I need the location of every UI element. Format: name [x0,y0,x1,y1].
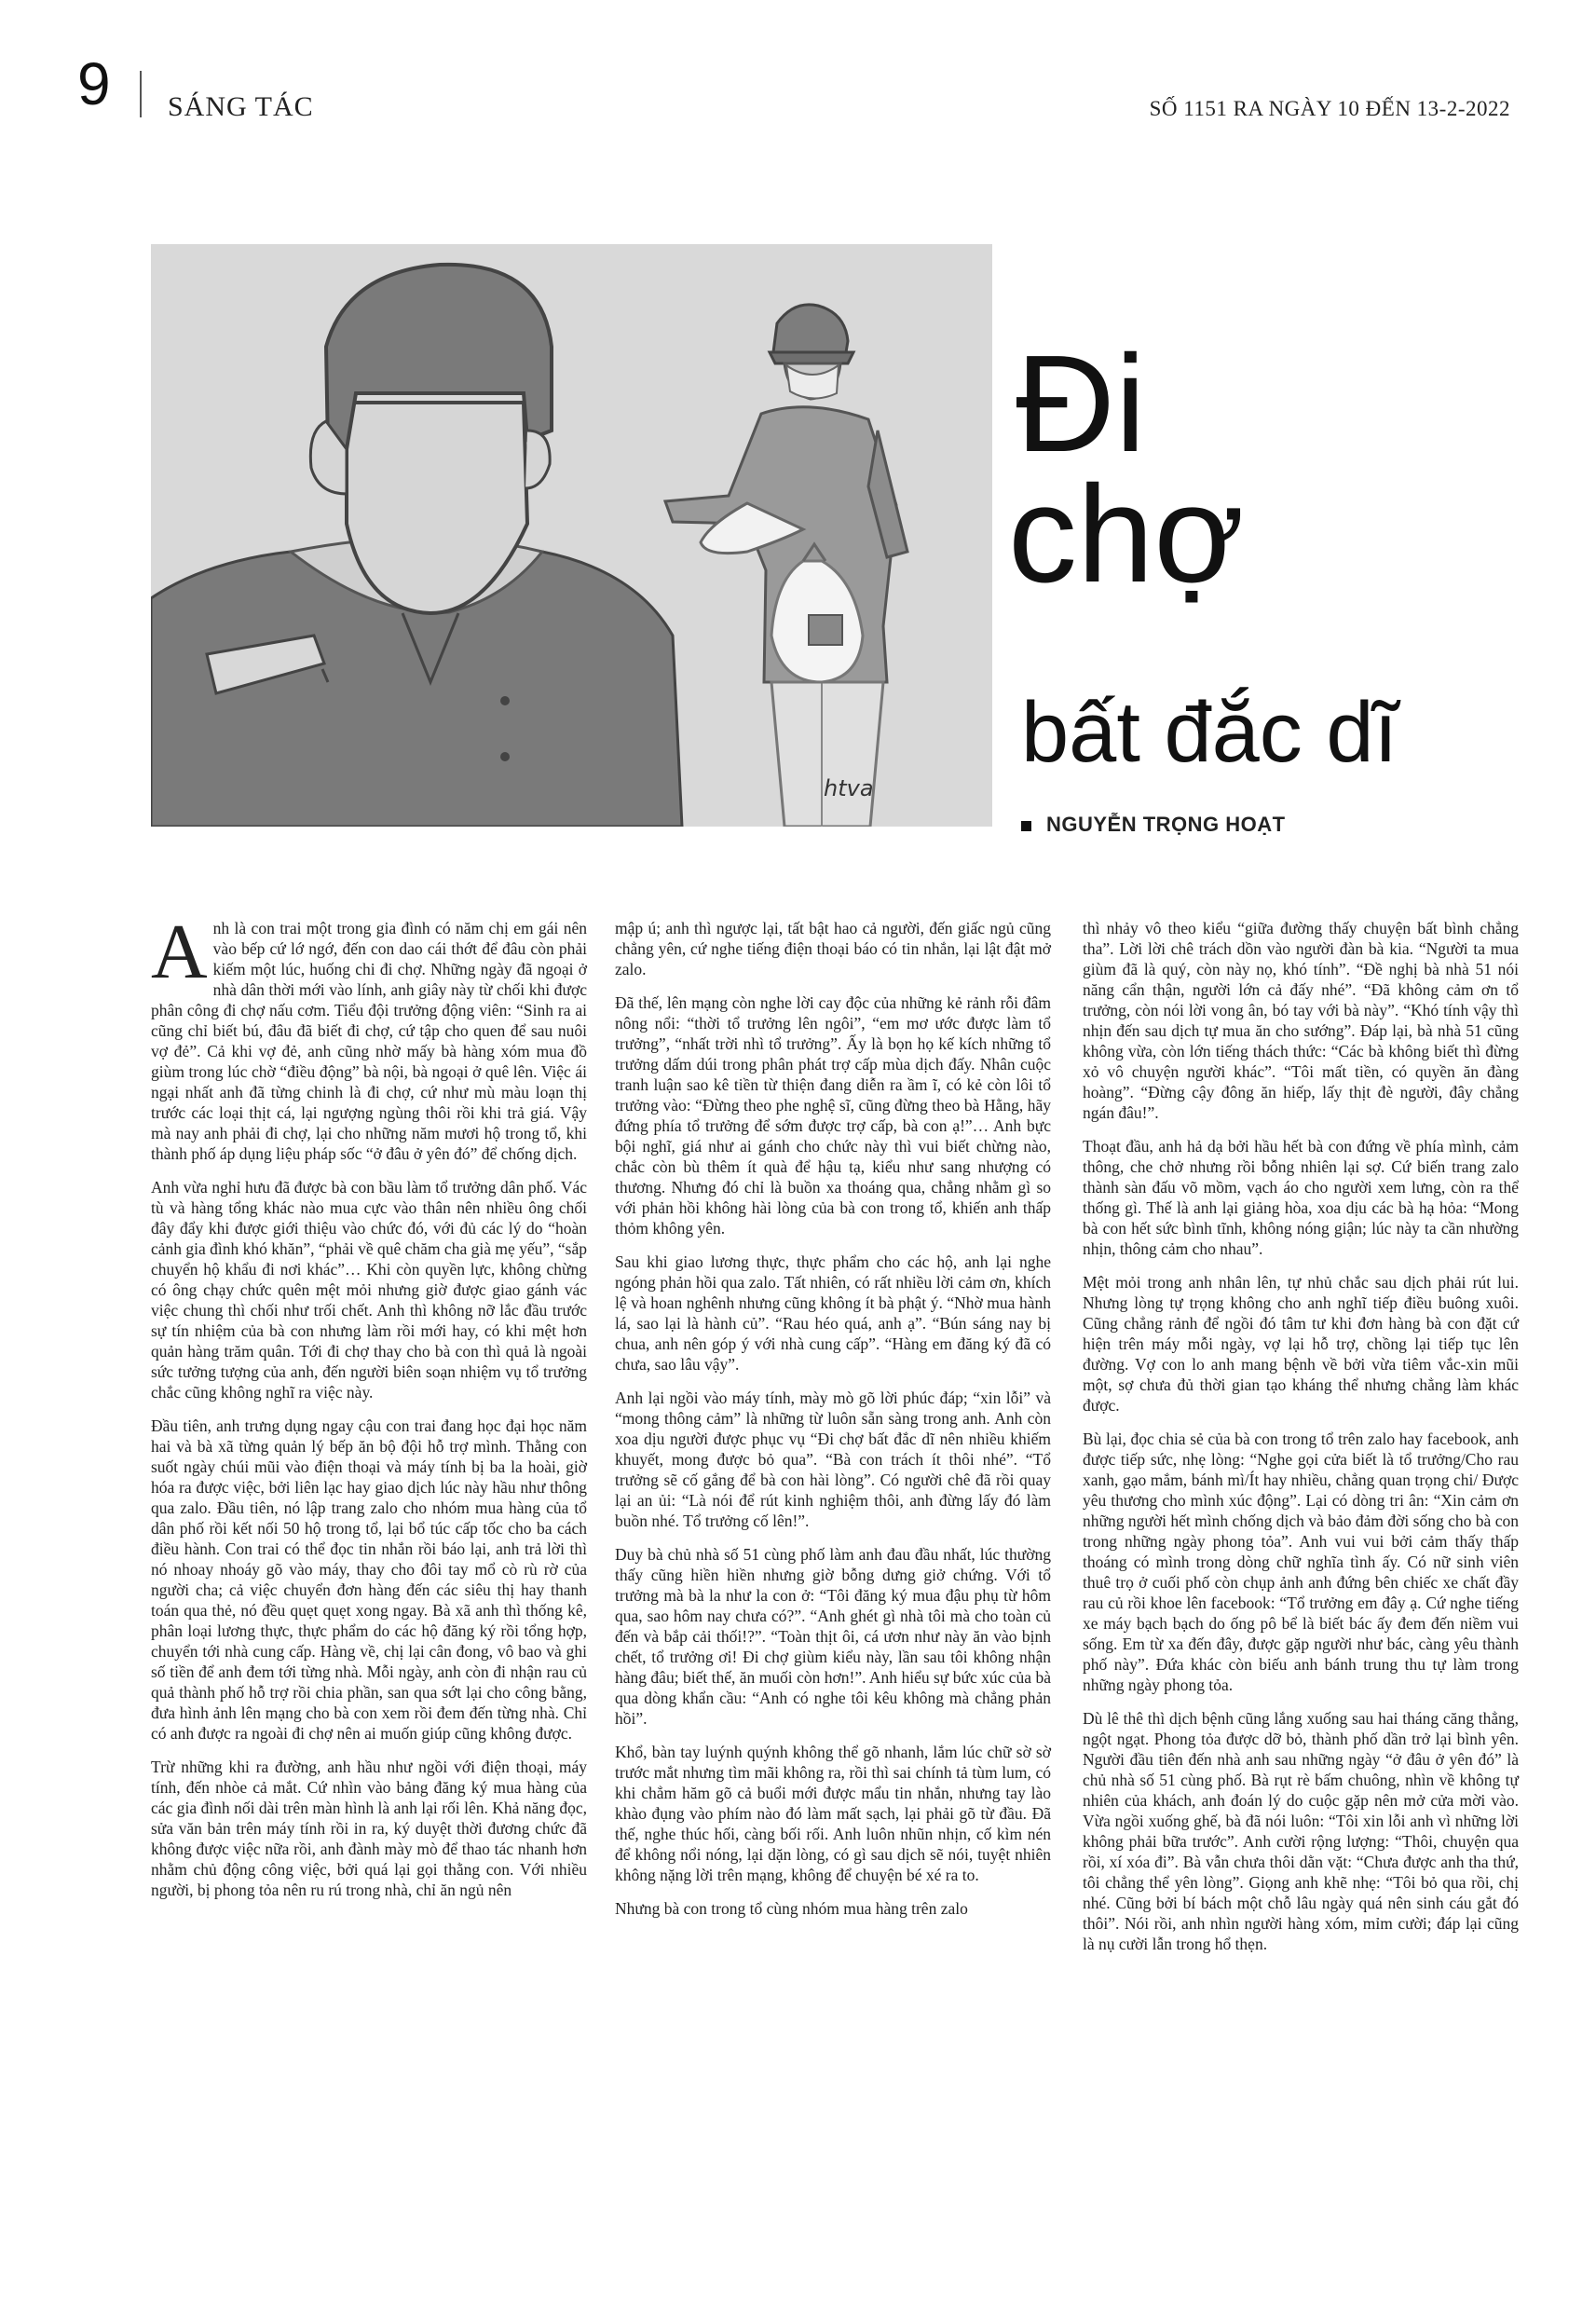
paragraph: mập ú; anh thì ngược lại, tất bật hao cả người, đến giấc ngủ cũng chẳng yên, cứ nghe tiếng điện thoại báo có tin nhắn, lại lật đật mở zalo. [615,919,1051,978]
header-divider [140,71,142,117]
paragraph: Dù lê thê thì dịch bệnh cũng lắng xuống sau hai tháng căng thẳng, ngột ngạt. Phong tỏa được dỡ bỏ, thành phố dần trở lại bình yên. Người đầu tiên đến nhà anh sau những ngày “ở đâu ở yên đó” là chủ nhà số 51 cùng phố. Bà rụt rè bấm chuông, nhìn về không tự nhiên của khách, anh đoán lý do cuộc gặp nên mở cửa mời vào. Vừa ngồi xuống ghế, bà đã nói luôn: “Tôi xin lỗi anh vì những lời không phải bữa trước”. Anh cười rộng lượng: “Thôi, chuyện qua rồi, xí xóa đi”. Bà vẫn chưa thôi dằn vặt: “Chưa được anh tha thứ, tôi chẳng thể yên lòng”. Giọng anh khẽ nhẹ: “Tôi bỏ qua rồi, chị nhé. Cũng bởi bí bách một chỗ lâu ngày quá nên sinh cáu gắt đó thôi”. Nói rồi, anh nhìn người hàng xóm, mỉm cười; đáp lại cũng là nụ cười lẫn trong hổ thẹn. [1083,1709,1519,1953]
issue-info: SỐ 1151 RA NGÀY 10 ĐẾN 13-2-2022 [1149,97,1510,120]
artist-signature: htva [824,775,874,801]
paragraph [151,909,587,1164]
drop-cap: A [151,909,208,995]
paragraph: Nhưng bà con trong tổ cùng nhóm mua hàng trên zalo [615,1899,968,1918]
man-figure [151,265,682,827]
paragraph-text: nh là con trai một trong gia đình có năm chị em gái nên vào bếp cứ lớ ngớ, đến con dao cái thớt để đâu còn phải kiếm một lúc, huống chi đi chợ. Những ngày đã ngoại ở nhà dân thời mới vào lính, anh giây này từ chối khi được phân công đi chợ nấu cơm. Tiểu đội trưởng động viên: “Sinh ra ai cũng chỉ biết bú, đâu đã biết đi chợ, cứ tập cho quen để sau nuôi vợ đẻ”. Cả khi vợ đẻ, anh cũng nhờ mấy bà hàng xóm mua đồ giùm trong lúc chờ “điều động” bà nội, bà ngoại ở quê lên. Việc ái ngại nhất anh đã từng chinh là đi chợ, cứ như mù màu loạn thị trước các loại thịt cá, lại ngượng ngùng thôi rồi khi trả giá. Vậy mà nay anh phải đi chợ, lại cho những năm mươi hộ trong tổ, khi thành phố áp dụng liệu pháp sốc “ở đâu ở yên đó” để chống dịch. [151,919,587,1163]
byline [1021,813,1286,837]
paragraph: Đã thế, lên mạng còn nghe lời cay độc của những kẻ rảnh rỗi đâm nông nổi: “thời tổ trưởng lên ngôi”, “em mơ ước được làm tổ trưởng”, “nhất trời nhì tổ trưởng”. Ấy là bọn họ kế kích những tổ trưởng dấm dúi trong phân phát trợ cấp mùa dịch đấy. Nhân cuộc tranh luận sao kê tiền từ thiện đang diễn ra ầm ĩ, có kẻ còn lôi tổ trưởng vào: “Đừng theo phe nghệ sĩ, cũng đừng theo bà Hằng, hãy đứng phía tổ trưởng để sớm được trợ cấp, bà con ạ!”… Anh bực bội nghĩ, giá như ai gánh cho chức này thì vui biết chừng nào, chắc còn bù thêm ít quà để hậu tạ, kiểu như sang nhượng có thương. Nhưng đó chỉ là buồn xa thoáng qua, chẳng nhằm gì so với phản hồi không hài lòng của bà con trong tổ, khiến anh thấp thỏm không yên. [615,993,1051,1238]
article-column-3 [1083,918,1519,1967]
title-line-3: bất đắc dĩ [1021,685,1398,780]
article-column-2 [615,918,1051,1932]
article-column-1 [151,909,587,1913]
paragraph: Duy bà chủ nhà số 51 cùng phố làm anh đau đầu nhất, lúc thường thấy cũng hiền hiền nhưng giờ bỗng dưng giở chứng. Với tổ trưởng mà bà la như la con ở: “Tôi đăng ký mua đậu phụ từ hôm qua, sao hôm nay chưa có?”. “Anh ghét gì nhà tôi mà cho toàn củ đến và bắp cải thối!?”. “Toàn thịt ôi, cá ươn như này ăn vào bịnh chết, tổ trưởng ơi! Đi chợ giùm kiểu này, lần sau tôi không nhận hàng đâu; biết thế, ăn muối còn hơn!”. Anh hiểu sự bức xúc của bà qua dòng khẩn cầu: “Anh có nghe tôi kêu không mà chẳng phản hồi”. [615,1545,1051,1728]
paragraph: Anh lại ngồi vào máy tính, mày mò gõ lời phúc đáp; “xin lỗi” và “mong thông cảm” là những từ luôn sẵn sàng trong anh. Anh còn xoa dịu người được phục vụ “Đi chợ bất đắc dĩ nên nhiều khiếm khuyết, mong được bỏ qua”. “Bà con trách ít thôi nhé”. “Tổ trưởng sẽ cố gắng để bà con hài lòng”. Có người chê đã rồi quay lại an ủi: “Là nói để rút kinh nghiệm thôi, anh đừng lấy đó làm buồn nhé. Tổ trưởng cố lên!”. [615,1389,1051,1530]
byline-square-icon [1021,821,1031,831]
page-number: 9 [77,50,111,117]
paragraph: Bù lại, đọc chia sẻ của bà con trong tổ trên zalo hay facebook, anh được tiếp sức, nhẹ lòng: “Nghe gọi cửa biết là tổ trưởng/Cho rau xanh, gạo mắm, bánh mì/Ít hay nhiều, chẳng quan trọng chi/ Được yêu thương cho mình xúc động”. Lại có dòng tri ân: “Xin cảm ơn những người hết mình chống dịch và bảo đảm đời sống cho bà con trong những ngày phong tỏa”. Anh vui vui bởi cảm thấy thấp thoáng có mình trong dòng chữ nghĩa tình ấy. Có nữ sinh viên thuê trọ ở cuối phố còn chụp ảnh anh đứng bên chiếc xe chất đầy rau củ rồi khoe lên facebook: “Tổ trưởng em đây ạ. Cứ nghe tiếng xe máy bạch bạch do ống pô bể là biết bác ấy đem đến niềm vui sống. Em từ xa đến đây, được gặp người như bác, càng yêu thành phố này”. Đứa khác còn biếu anh bánh trung thu tự làm trong những ngày phong tỏa. [1083,1430,1519,1694]
illustration-drawing [151,244,992,827]
paragraph: Đầu tiên, anh trưng dụng ngay cậu con trai đang học đại học năm hai và bà xã từng quản lý bếp ăn bộ đội hỗ trợ mình. Thằng con suốt ngày chúi mũi vào điện thoại và máy tính bị ba la hoài, giờ hóa ra được việc, bởi liên lạc hay giao dịch lúc này hầu như thông qua zalo. Đầu tiên, nó lập trang zalo cho nhóm mua hàng của tổ dân phố rồi kết nối 50 hộ trong tổ, lại bổ túc cấp tốc cho ba cách điều hành. Con trai có thể đọc tin nhắn rồi báo lại, anh trả lời thì nó nhoay nhoáy gõ vào máy, thay cho đôi tay mổ cò rù rờ của người cha; cả việc chuyển đơn hàng đến các siêu thị hay thanh toán qua thẻ, nó đều quẹt quẹt xong ngay. Bà xã anh thì thống kê, phân loại lương thực, thực phẩm do các hộ đăng ký rồi tổng hợp, chuyển tới nhà cung cấp. Hàng về, chị lại cân đong, vô bao và ghi số tiền để anh đem tới từng nhà. Mỗi ngày, anh còn đi nhận rau củ quả thành phố hỗ trợ rồi chia phần, san qua sớt lại cho công bằng, đưa hình ảnh lên mạng cho bà con xem rồi đem đến từng nhà. Chỉ có anh được ra ngoài đi chợ nên ai muốn giúp cũng không được. [151,1416,587,1743]
author-name: NGUYỄN TRỌNG HOẠT [1046,813,1286,836]
paragraph: thì nhảy vô theo kiểu “giữa đường thấy chuyện bất bình chẳng tha”. Lời lời chê trách dồn vào người đàn bà kia. “Người ta mua giùm đã là quý, còn này nọ, khó tính”. “Đề nghị bà nhà 51 nói năng cẩn thận, người lớn cả đấy nhé”. “Đã không cảm ơn tổ trưởng, còn nói lời vong ân, bó tay với bà này”. “Khó tính vậy thì nhịn đến sau dịch tự mua ăn cho sướng”. Đáp lại, bà nhà 51 cũng không vừa, còn lớn tiếng thách thức: “Các bà không biết thì đừng xỏ vô chuyện người khác”. “Tôi mất tiền, có quyền ăn đàng hoàng”. “Đừng cậy đông ăn hiếp, lấy thịt đè người, đây chẳng ngán đâu!”. [1083,919,1519,1122]
paragraph: Anh vừa nghỉ hưu đã được bà con bầu làm tổ trưởng dân phố. Vác tù và hàng tổng khác nào mua cực vào thân nên nhiều ông chối đây đẩy khi được giới thiệu vào chức đó, với đủ các lý do “hoàn cảnh gia đình khó khăn”, “phải về quê chăm cha già mẹ yếu”, “sắp chuyển hộ khẩu đi nơi khác”… Khi còn quyền lực, không chừng có ông chạy chức quên mệt mỏi nhưng giờ được giao gánh vác việc chung thì chối như trối chết. Anh thì không nỡ lắc đầu trước sự tín nhiệm của bà con nhưng làm rồi mới hay, có khi mệt hơn quản hàng trăm quân. Tới đi chợ thay cho bà con thì quả là ngoài sức tưởng tượng của anh, đến người biên soạn nhiệm vụ tổ trưởng chắc cũng không nghĩ ra việc này. [151,1178,587,1402]
title-line-1: Đi [1016,327,1146,481]
illustration [151,244,992,827]
paragraph: Trừ những khi ra đường, anh hầu như ngồi với điện thoại, máy tính, đến nhòe cả mắt. Cứ nhìn vào bảng đăng ký mua hàng của các gia đình nối dài trên màn hình là anh lại rối lên. Khả năng đọc, sửa văn bản trên máy tính rồi in ra, ký duyệt thời đương chức đã không được việc nữa rồi, anh đành mày mò để thao tác nhanh hơn nhằm chủ động công việc, bởi quá lại gọi thằng con. Với nhiều người, bị phong tỏa nên ru rú trong nhà, chỉ ăn ngủ nên [151,1758,587,1899]
section-name: SÁNG TÁC [168,91,314,122]
paragraph: Mệt mỏi trong anh nhân lên, tự nhủ chắc sau dịch phải rút lui. Nhưng lòng tự trọng không cho anh nghĩ tiếp điều buông xuôi. Cũng chẳng rảnh để ngồi đó tâm tư khi đơn hàng bà con đặt cứ hiện trên máy mỗi ngày, vợ lại hỗ trợ, chồng lại tiếp tục lên đường. Vợ con lo anh mang bệnh về bởi vừa tiêm vắc-xin mũi một, sợ chưa đủ thời gian tạo kháng thể nhưng chẳng làm khác được. [1083,1273,1519,1415]
title-line-2: chợ [1008,458,1245,611]
paragraph: Thoạt đầu, anh hả dạ bởi hầu hết bà con đứng về phía mình, cảm thông, che chở nhưng rồi bỗng nhiên lại sợ. Cứ biến trang zalo thành sàn đấu võ mồm, vạch áo cho người xem lưng, còn ra thể thống gì. Thế là anh lại giảng hòa, xoa dịu các bà hạ hỏa: “Mong bà con hết sức bình tĩnh, không nóng giận; lúc này ta cần nhường nhịn, thông cảm cho nhau”. [1083,1137,1519,1258]
page-header [0,0,1596,130]
paragraph: Khổ, bàn tay luýnh quýnh không thể gõ nhanh, lắm lúc chữ sờ sờ trước mắt nhưng tìm mãi không ra, rồi thì sai chính tả tùm lum, có khi chẳm hăm gõ cả buổi mới được mẩu tin nhắn, nhưng tay lào khào đụng vào phím nào đó làm mất sạch, lại phải gõ từ đầu. Đã thế, nghe thúc hối, càng bối rối. Anh luôn nhũn nhịn, cố kìm nén để không nổi nóng, lại dặn lòng, có gì sau dịch sẽ nói, tuyệt nhiên không nặng lời trên mạng, không để chuyện bé xé ra to. [615,1743,1051,1884]
paragraph: Sau khi giao lương thực, thực phẩm cho các hộ, anh lại nghe ngóng phản hồi qua zalo. Tất nhiên, có rất nhiều lời cảm ơn, khích lệ và hoan nghênh nhưng cũng không ít bà phật ý. “Nhờ mua hành lá, sao lại là hành củ”. “Rau héo quá, anh ạ”. “Bún sáng nay bị chua, anh nên góp ý với nhà cung cấp”. “Hàng em đăng ký đã có chưa, sao lâu vậy”. [615,1252,1051,1374]
vendor-figure [665,305,907,827]
